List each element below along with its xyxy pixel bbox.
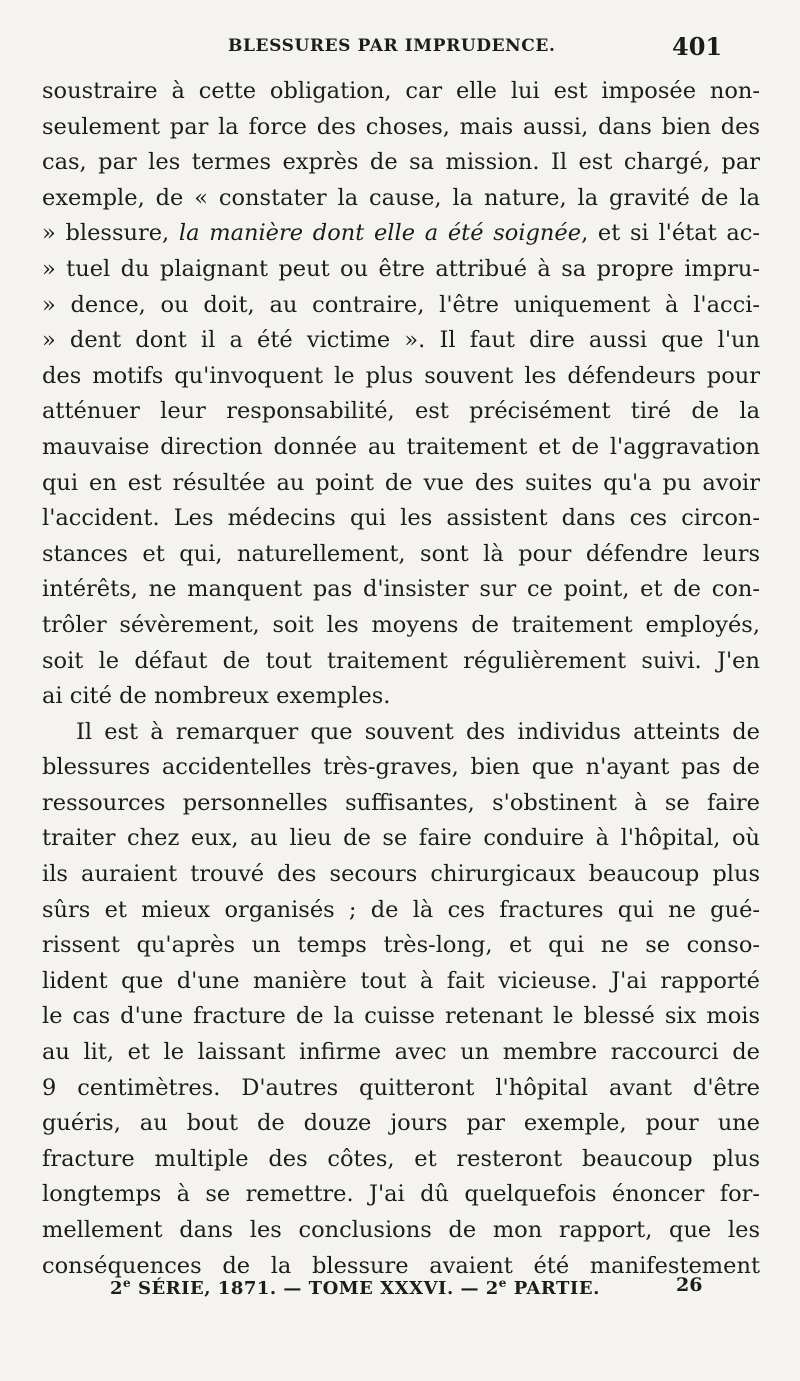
text-line: trôler sévèrement, soit les moyens de traitement employés, xyxy=(42,611,760,638)
series-text: SÉRIE, 1871. — TOME XXXVI. — xyxy=(131,1278,486,1299)
text-line: exemple, de « constater la cause, la nature, la gravité de la xyxy=(42,184,760,211)
italic-phrase: la manière dont elle a été soignée xyxy=(178,220,582,247)
text-line: soustraire à cette obligation, car elle lui est imposée non- xyxy=(42,78,760,104)
part-ordinal: e xyxy=(498,1276,507,1290)
text-line: 9 centimètres. D'autres quitteront l'hôpital avant d'être xyxy=(42,1074,760,1101)
text-line: conséquences de la blessure avaient été manifestement xyxy=(42,1252,760,1279)
text-line: au lit, et le laissant infirme avec un membre raccourci de xyxy=(42,1039,760,1066)
text-line: des motifs qu'invoquent le plus souvent les défendeurs pour xyxy=(42,362,760,389)
text-line: » dence, ou doit, au contraire, l'être uniquement à l'acci- xyxy=(42,291,760,318)
series-line xyxy=(110,1276,600,1299)
text-line: mauvaise direction donnée au traitement et de l'aggravation xyxy=(42,433,760,460)
text-line: lident que d'une manière tout à fait vicieuse. J'ai rapporté xyxy=(42,967,760,994)
paragraph-2 xyxy=(42,715,760,1285)
part-number: 2 xyxy=(485,1278,499,1299)
text-line: blessures accidentelles très-graves, bien que n'ayant pas de xyxy=(42,754,760,781)
text-line: sûrs et mieux organisés ; de là ces fractures qui ne gué- xyxy=(42,896,760,923)
text-line: traiter chez eux, au lieu de se faire conduire à l'hôpital, où xyxy=(42,825,760,852)
text-line: » dent dont il a été victime ». Il faut dire aussi que l'un xyxy=(42,327,760,354)
text-line: seulement par la force des choses, mais aussi, dans bien des xyxy=(42,113,760,140)
paragraph-1 xyxy=(42,74,760,715)
text-line: mellement dans les conclusions de mon rapport, que les xyxy=(42,1217,760,1243)
text-line: ils auraient trouvé des secours chirurgicaux beaucoup plus xyxy=(42,861,760,888)
text-segment: » blessure, xyxy=(42,220,179,247)
text-segment: , et si l'état ac- xyxy=(581,220,760,247)
text-line: stances et qui, naturellement, sont là pour défendre leurs xyxy=(42,540,760,567)
signature-mark: 26 xyxy=(676,1274,703,1296)
running-title: BLESSURES PAR IMPRUDENCE. xyxy=(228,36,556,56)
text-line: cas, par les termes exprès de sa mission. Il est chargé, par xyxy=(42,149,760,176)
text-line: » tuel du plaignant peut ou être attribué à sa propre impru- xyxy=(42,255,760,282)
text-line: fracture multiple des côtes, et resteront beaucoup plus xyxy=(42,1145,760,1172)
page-number: 401 xyxy=(672,32,723,61)
series-number: 2 xyxy=(110,1278,124,1299)
text-line: atténuer leur responsabilité, est précisément tiré de la xyxy=(42,398,760,425)
text-line: longtemps à se remettre. J'ai dû quelquefois énoncer for- xyxy=(42,1181,760,1208)
text-line: le cas d'une fracture de la cuisse retenant le blessé six mois xyxy=(42,1003,760,1030)
text-line: qui en est résultée au point de vue des suites qu'a pu avoir xyxy=(42,469,760,496)
text-line: l'accident. Les médecins qui les assistent dans ces circon- xyxy=(42,505,760,532)
text-line: rissent qu'après un temps très-long, et qui ne se conso- xyxy=(42,932,760,959)
text-line: Il est à remarquer que souvent des individus atteints de xyxy=(76,718,760,745)
text-line: soit le défaut de tout traitement régulièrement suivi. J'en xyxy=(42,647,760,674)
text-line: ai cité de nombreux exemples. xyxy=(42,683,391,710)
series-ordinal: e xyxy=(123,1276,132,1290)
running-head xyxy=(0,28,800,68)
text-line: guéris, au bout de douze jours par exemple, pour une xyxy=(42,1110,760,1137)
text-line-with-italic xyxy=(42,216,760,252)
text-line: intérêts, ne manquent pas d'insister sur ce point, et de con- xyxy=(42,576,760,603)
body-text xyxy=(42,74,760,1284)
page-footer xyxy=(0,1270,800,1310)
part-text: PARTIE. xyxy=(506,1278,600,1299)
text-line: ressources personnelles suffisantes, s'obstinent à se faire xyxy=(42,789,760,816)
